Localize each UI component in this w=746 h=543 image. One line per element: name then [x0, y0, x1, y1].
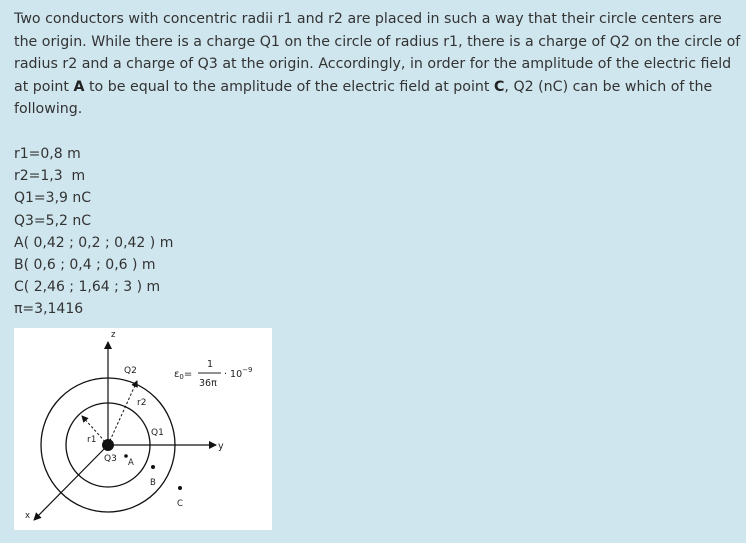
question-part-3: , Q2 (nC) can be which of the following.	[14, 78, 713, 117]
question-text	[14, 8, 742, 121]
point-c-label-fig: C	[177, 499, 183, 509]
fraction-denominator: 36π	[199, 378, 217, 389]
q2-label: Q2	[124, 366, 137, 376]
given-point-a: A( 0,42 ; 0,2 ; 0,42 ) m	[14, 234, 174, 251]
epsilon-symbol: $\varepsilon_0=$	[174, 369, 193, 381]
r2-label: r2	[137, 398, 147, 408]
point-a-label-fig: A	[128, 458, 134, 468]
given-q1: Q1=3,9 nC	[14, 190, 92, 207]
given-q3: Q3=5,2 nC	[14, 212, 92, 229]
given-point-b: B( 0,6 ; 0,4 ; 0,6 ) m	[14, 257, 156, 274]
power-of-ten: · $10^{-9}$	[224, 366, 253, 380]
r2-arrow	[108, 381, 137, 445]
point-b-dot	[151, 465, 155, 469]
x-axis-label: x	[25, 511, 31, 521]
given-r2: r2=1,3 m	[14, 168, 86, 185]
given-point-c: C( 2,46 ; 1,64 ; 3 ) m	[14, 279, 161, 296]
concentric-conductors-figure	[14, 328, 272, 530]
given-r1: r1=0,8 m	[14, 146, 81, 162]
q3-label: Q3	[104, 454, 117, 464]
point-c-dot	[178, 486, 182, 490]
q1-label: Q1	[151, 428, 164, 438]
question-part-2: to be equal to the amplitude of the electric field at point	[84, 78, 494, 95]
point-c-label: C	[494, 78, 505, 95]
z-axis-label: z	[111, 330, 116, 340]
point-a-label: A	[73, 78, 85, 95]
given-pi: π=3,1416	[14, 301, 84, 318]
fraction-numerator: 1	[207, 359, 214, 370]
permittivity-formula	[174, 359, 252, 389]
x-axis	[34, 445, 108, 520]
question-part-1: Two conductors with concentric radii r1 and r2 are placed in such a way that their circle centers are the origin. While there is a charge Q1 on the circle of radius r1, there is a charge of Q2 on the circle of radius r2 and a charge of Q3 at the origin. Accordingly, in order for the amplitude of the electric field at point	[14, 11, 741, 95]
figure-svg	[14, 328, 272, 530]
point-b-label-fig: B	[150, 478, 156, 488]
q3-charge-dot	[102, 439, 114, 451]
y-axis-label: y	[218, 441, 224, 452]
given-values	[14, 143, 173, 321]
r1-label: r1	[87, 435, 97, 445]
